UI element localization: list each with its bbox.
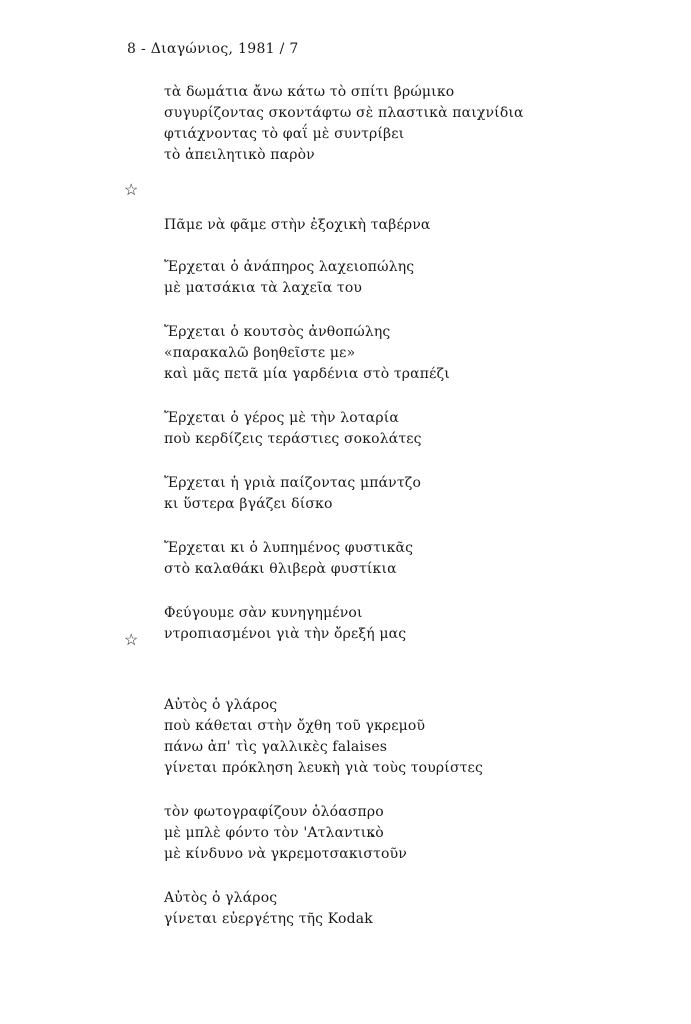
- stanza: [164, 82, 674, 166]
- stanza: [164, 408, 674, 450]
- page-header: 8 - Διαγώνιος, 1981 / 7: [127, 41, 299, 57]
- poem-line: μὲ κίνδυνο νὰ γκρεμοτσακιστοῦν: [164, 846, 407, 862]
- poem-line: Ἔρχεται ἡ γριὰ παίζοντας μπάντζο: [164, 475, 422, 491]
- poem-line: μὲ μπλὲ φόντο τὸν 'Ατλαντικὸ: [164, 825, 384, 841]
- poem-line: Πᾶμε νὰ φᾶμε στὴν ἐξοχικὴ ταβέρνα: [164, 217, 431, 233]
- poem-line: καὶ μᾶς πετᾶ μία γαρδένια στὸ τραπέζι: [164, 366, 450, 382]
- poem-line: κι ὕστερα βγάζει δίσκο: [164, 496, 333, 512]
- stanza: [164, 695, 674, 779]
- stanza: [164, 888, 674, 930]
- poem-line: ποὺ κάθεται στὴν ὄχθη τοῦ γκρεμοῦ: [164, 718, 426, 734]
- poem-line: Αὐτὸς ὁ γλάρος: [164, 697, 278, 713]
- poem-line: τὰ δωμάτια ἄνω κάτω τὸ σπίτι βρώμικο: [164, 84, 455, 100]
- stanza: [164, 802, 674, 865]
- poem-line: Ἔρχεται ὁ κουτσὸς ἀνθοπώλης: [164, 324, 391, 340]
- poem-line: Ἔρχεται κι ὁ λυπημένος φυστικᾶς: [164, 540, 414, 556]
- poem-body: [164, 82, 674, 930]
- poem-line: στὸ καλαθάκι θλιβερὰ φυστίκια: [164, 561, 397, 577]
- star-divider-icon: ☆: [124, 180, 139, 199]
- poem-line: γίνεται εὐεργέτης τῆς Kodak: [164, 911, 373, 927]
- poem-line: ντροπιασμένοι γιὰ τὴν ὄρεξή μας: [164, 626, 407, 642]
- stanza: [164, 538, 674, 580]
- stanza: [164, 322, 674, 385]
- stanza: [164, 603, 674, 645]
- stanza: [164, 257, 674, 299]
- poem-line: τὸ ἀπειλητικὸ παρὸν: [164, 147, 315, 163]
- poem-line: Φεύγουμε σὰν κυνηγημένοι: [164, 605, 363, 621]
- stanza: [164, 215, 674, 236]
- poem-line: ποὺ κερδίζεις τεράστιες σοκολάτες: [164, 431, 422, 447]
- poem-line: Ἔρχεται ὁ ἀνάπηρος λαχειοπώλης: [164, 259, 415, 275]
- poem-line: Ἔρχεται ὁ γέρος μὲ τὴν λοταρία: [164, 410, 400, 426]
- poem-line: πάνω ἀπ' τὶς γαλλικὲς falaises: [164, 739, 388, 755]
- poem-line: τὸν φωτογραφίζουν ὁλόασπρο: [164, 804, 384, 820]
- poem-line: γίνεται πρόκληση λευκὴ γιὰ τοὺς τουρίστες: [164, 760, 483, 776]
- poem-line: «παρακαλῶ βοηθεῖστε με»: [164, 345, 356, 361]
- stanza: [164, 473, 674, 515]
- poem-line: μὲ ματσάκια τὰ λαχεῖα του: [164, 280, 363, 296]
- poem-line: Αὐτὸς ὁ γλάρος: [164, 890, 278, 906]
- poem-line: συγυρίζοντας σκοντάφτω σὲ πλαστικὰ παιχνίδια: [164, 105, 524, 121]
- poem-line: φτιάχνοντας τὸ φαΐ μὲ συντρίβει: [164, 126, 405, 142]
- star-divider-icon: ☆: [124, 630, 139, 649]
